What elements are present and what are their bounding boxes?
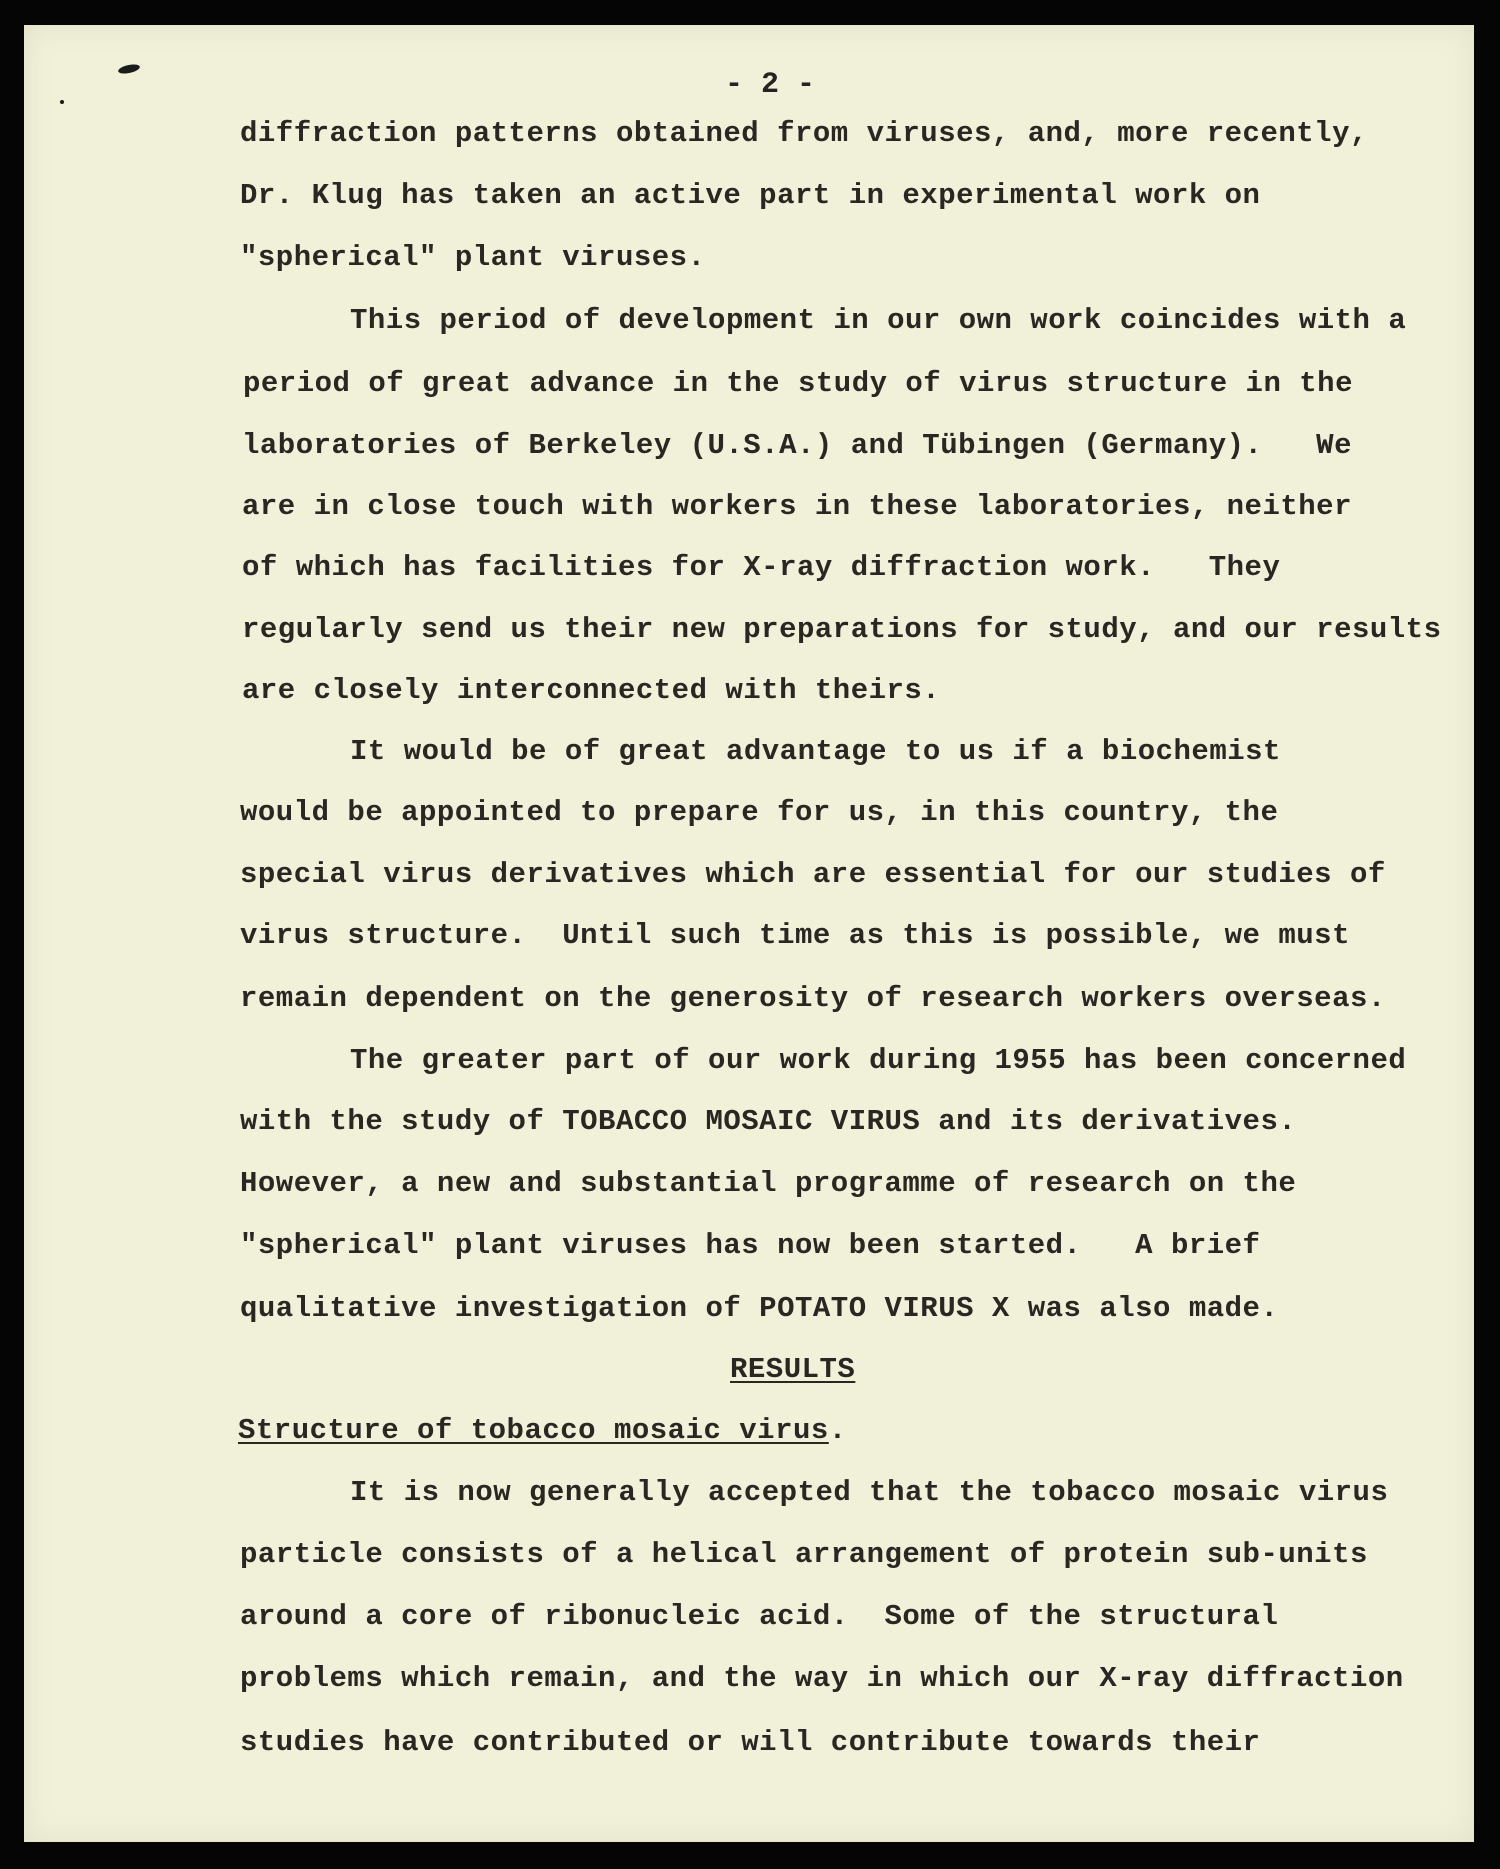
section-heading-period: . [828, 1414, 847, 1447]
body-line: It is now generally accepted that the tobacco mosaic virus [350, 1476, 1389, 1509]
body-line: of which has facilities for X-ray diffraction work. They [242, 551, 1281, 584]
page-number: - 2 - [724, 68, 815, 102]
body-line: period of great advance in the study of virus structure in the [243, 367, 1353, 400]
body-line: regularly send us their new preparations for study, and our results [242, 613, 1442, 646]
body-line: "spherical" plant viruses has now been started. A brief [240, 1229, 1261, 1262]
body-line: around a core of ribonucleic acid. Some of the structural [240, 1600, 1279, 1633]
body-line: diffraction patterns obtained from viruses, and, more recently, [240, 117, 1368, 150]
body-line: studies have contributed or will contribute towards their [240, 1726, 1261, 1759]
body-line: are in close touch with workers in these laboratories, neither [242, 490, 1352, 523]
results-heading: RESULTS [730, 1353, 856, 1386]
body-line: virus structure. Until such time as this is possible, we must [240, 919, 1350, 952]
body-line: particle consists of a helical arrangement of protein sub-units [240, 1538, 1368, 1571]
body-line: special virus derivatives which are essential for our studies of [240, 858, 1386, 891]
body-line: Dr. Klug has taken an active part in experimental work on [240, 179, 1261, 212]
body-line: "spherical" plant viruses. [240, 241, 706, 274]
body-line: However, a new and substantial programme of research on the [240, 1167, 1297, 1200]
body-line: remain dependent on the generosity of research workers overseas. [240, 982, 1386, 1015]
body-line: would be appointed to prepare for us, in this country, the [240, 796, 1279, 829]
body-line: are closely interconnected with theirs. [242, 674, 941, 707]
body-line: This period of development in our own work coincides with a [350, 304, 1407, 337]
body-line: laboratories of Berkeley (U.S.A.) and Tübingen (Germany). We [242, 429, 1352, 462]
body-line: It would be of great advantage to us if a biochemist [350, 735, 1281, 768]
body-line: The greater part of our work during 1955 has been concerned [350, 1044, 1407, 1077]
body-line: problems which remain, and the way in which our X-ray diffraction [240, 1662, 1404, 1695]
section-heading: Structure of tobacco mosaic virus [238, 1414, 829, 1447]
section-heading-line [238, 1413, 847, 1449]
body-line: qualitative investigation of POTATO VIRUS X was also made. [240, 1292, 1279, 1325]
body-line: with the study of TOBACCO MOSAIC VIRUS and its derivatives. [240, 1105, 1297, 1138]
